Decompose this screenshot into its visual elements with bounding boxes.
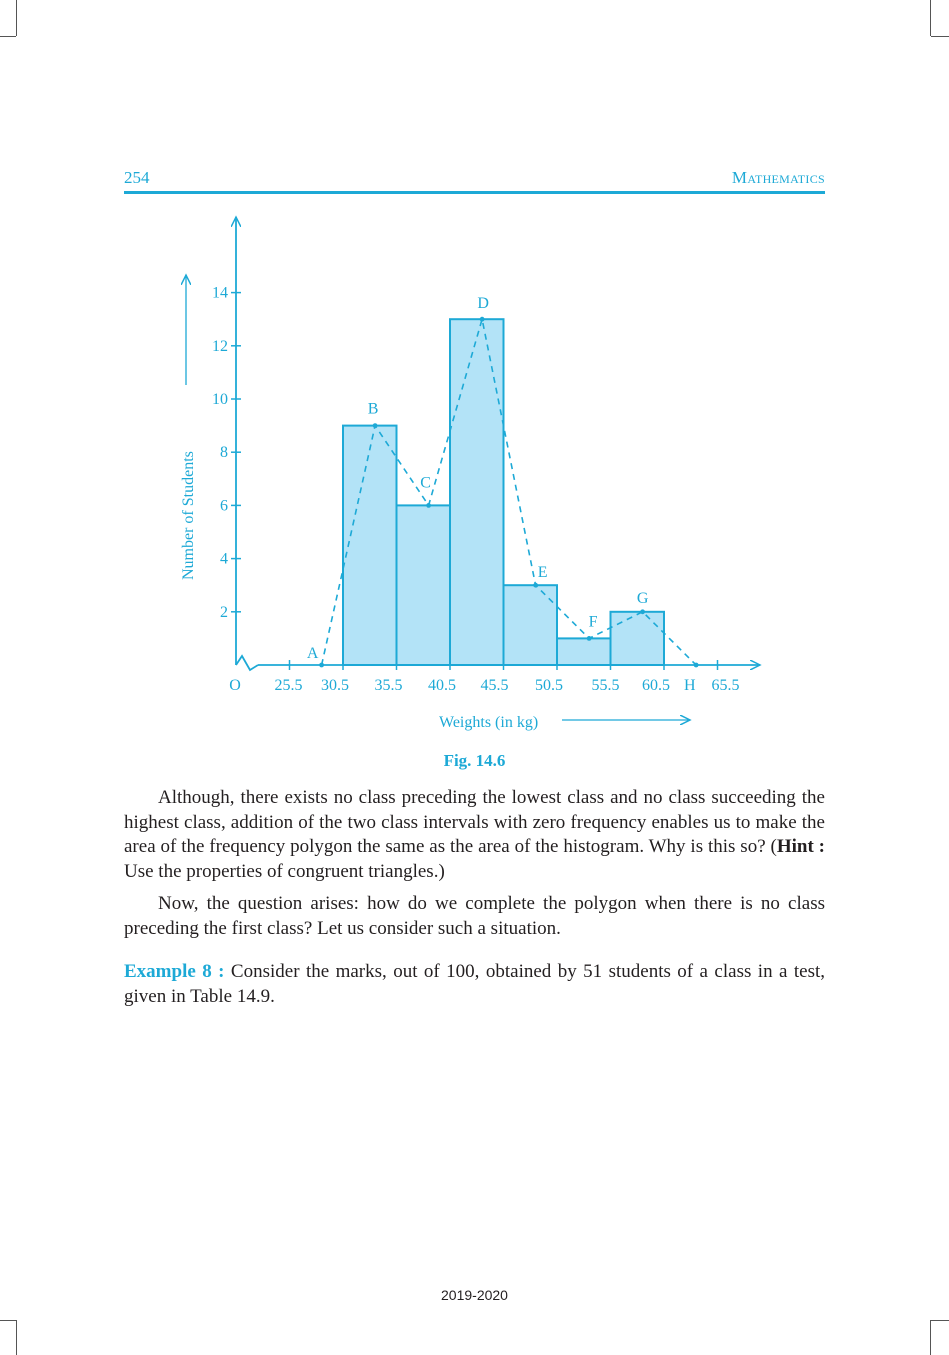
crop-mark (930, 0, 931, 36)
polygon-vertex (426, 503, 431, 508)
x-tick-label: 40.5 (428, 677, 456, 694)
page-number: 254 (124, 168, 150, 187)
example-8 (124, 960, 825, 1009)
axis-break-zigzag (236, 656, 258, 670)
crop-mark (16, 0, 17, 36)
footer-year: 2019-2020 (441, 1287, 508, 1303)
vertex-label-b: B (367, 400, 379, 418)
x-tick-label: 25.5 (274, 677, 303, 694)
y-tick-label: 8 (220, 444, 228, 462)
x-tick-label: O (229, 677, 241, 694)
y-tick-label: 12 (212, 337, 228, 355)
vertex-label-g: G (636, 589, 649, 607)
example-text: Consider the marks, out of 100, obtained by 51 students of a class in a test, given in Table 14.9. (124, 961, 826, 1007)
histogram-bar (557, 638, 611, 665)
polygon-vertex (694, 663, 699, 668)
polygon-vertex (319, 663, 324, 668)
x-tick-label: 50.5 (535, 677, 563, 694)
y-axis-label: Number of Students (180, 451, 197, 580)
y-tick-label: 2 (220, 603, 228, 621)
vertex-label-a: A (306, 645, 319, 662)
y-tick-label: 10 (212, 391, 228, 408)
x-tick-label: 45.5 (480, 677, 509, 694)
histogram-chart (160, 205, 780, 745)
x-tick-label: 55.5 (591, 677, 620, 694)
crop-mark (0, 36, 16, 37)
x-tick-label: 35.5 (374, 677, 403, 694)
x-axis-label: Weights (in kg) (439, 714, 539, 731)
histogram-bar (611, 612, 665, 665)
histogram-bar (450, 319, 504, 665)
vertex-label-e: E (537, 564, 548, 582)
crop-mark (0, 1320, 16, 1321)
paragraph-2: Now, the question arises: how do we complete the polygon when there is no class preceding the first class? Let us consider such a situation. (124, 893, 825, 939)
x-tick-label: H (683, 677, 696, 694)
paragraph-1-end: Use the properties of congruent triangles.) (124, 860, 445, 882)
running-head: Mathematics (731, 168, 825, 187)
histogram-bar (504, 585, 558, 665)
header-rule (124, 191, 825, 194)
paragraph-1-text: Although, there exists no class preceding the lowest class and no class succeeding the highest class, addition of the two class intervals with zero frequency enables us to make the area of the frequency polygon the same as the area of the histogram. Why is this so? ( (124, 787, 825, 857)
x-tick-label: 30.5 (321, 677, 349, 694)
hint-label: Hint : (776, 836, 825, 857)
histogram-bar (343, 426, 397, 665)
x-tick-label: 65.5 (711, 677, 740, 694)
y-tick-label: 6 (220, 497, 228, 515)
crop-mark (931, 1320, 949, 1321)
x-tick-label: 60.5 (642, 677, 670, 694)
histogram-bar (397, 505, 451, 665)
polygon-vertex (480, 317, 485, 322)
paragraph-1 (124, 786, 825, 884)
page-header (124, 168, 825, 194)
figure-caption: Fig. 14.6 (443, 751, 506, 770)
vertex-label-f: F (588, 613, 598, 631)
y-tick-label: 4 (220, 550, 228, 568)
y-tick-label: 14 (212, 284, 228, 302)
vertex-label-c: C (420, 474, 431, 492)
polygon-vertex (587, 636, 592, 641)
crop-mark (930, 1320, 931, 1355)
polygon-vertex (373, 423, 378, 428)
polygon-vertex (640, 609, 645, 614)
vertex-label-d: D (477, 295, 489, 313)
polygon-vertex (533, 583, 538, 588)
crop-mark (16, 1320, 17, 1355)
crop-mark (931, 36, 949, 37)
example-label: Example 8 : (124, 961, 225, 982)
